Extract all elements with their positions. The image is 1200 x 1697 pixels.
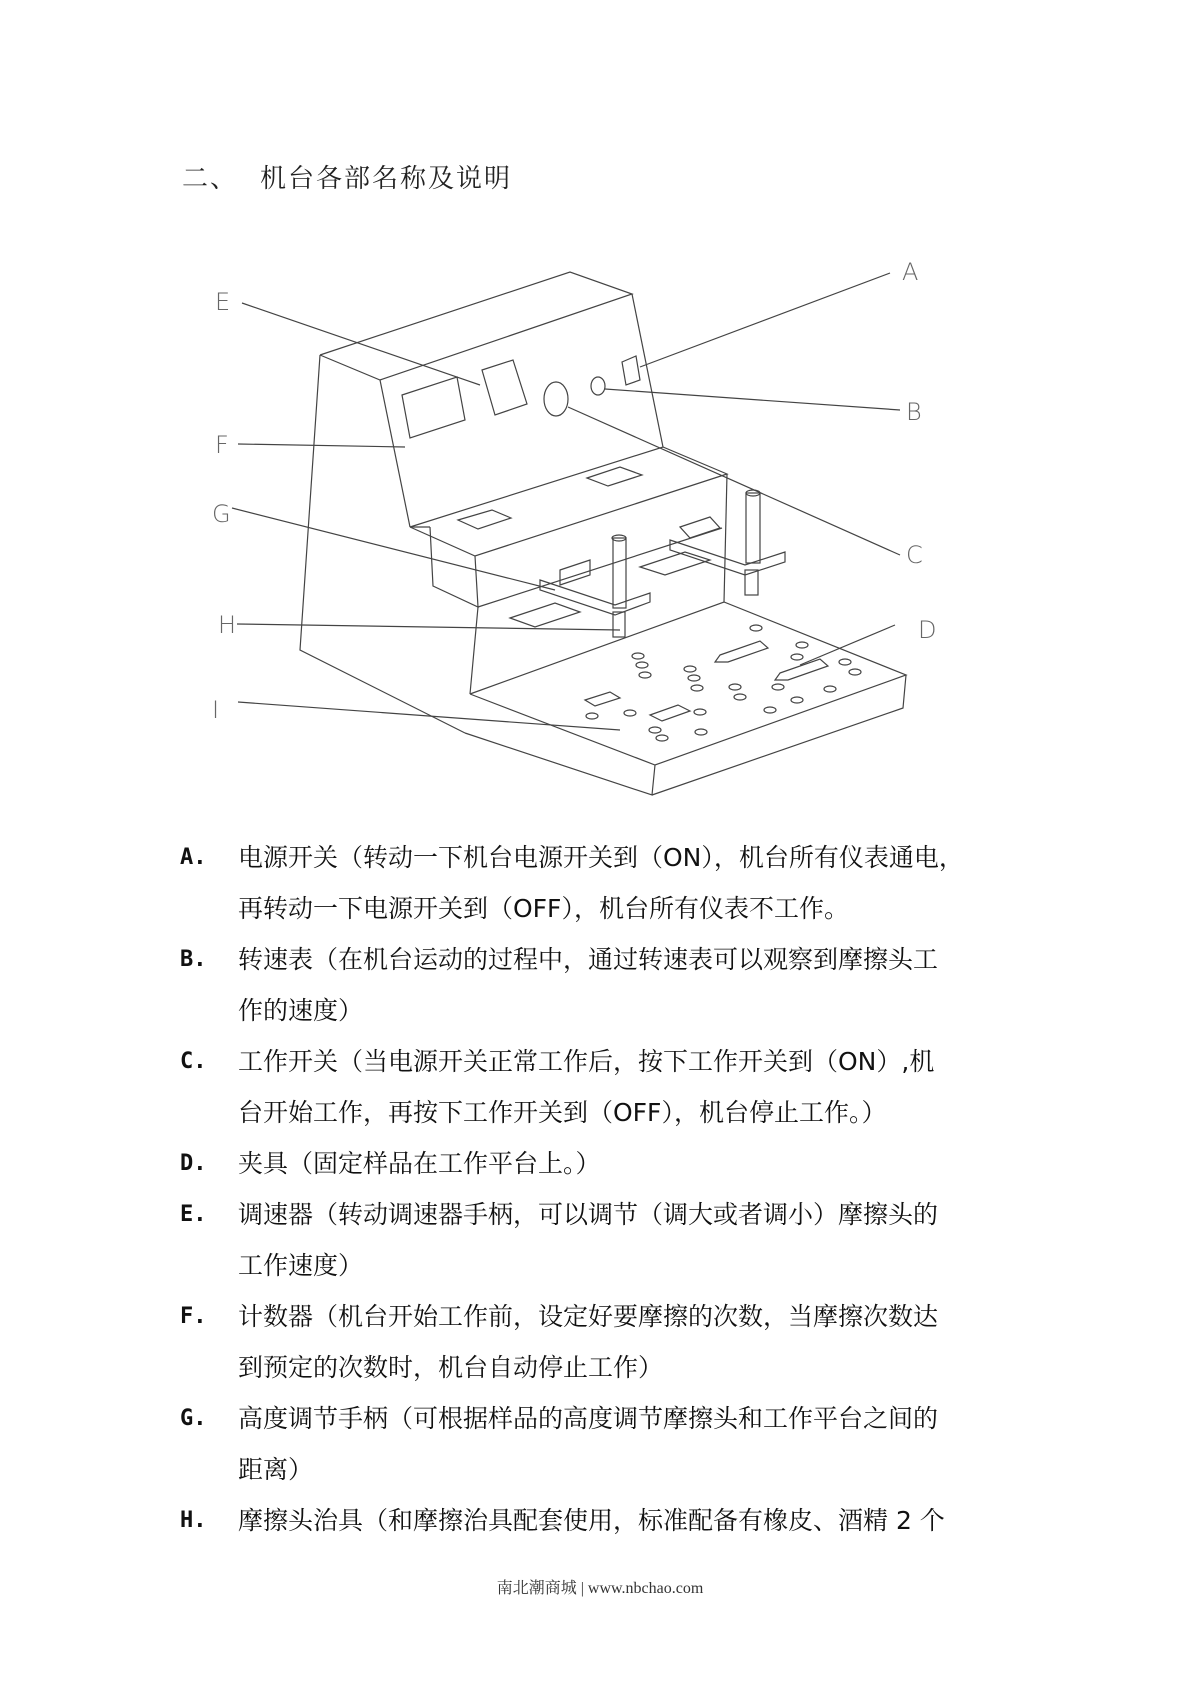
- machine-diagram: [0, 0, 1200, 800]
- item-text: 作的速度）: [238, 996, 364, 1025]
- item-text: 台开始工作，再按下工作开关到（OFF），机台停止工作。）: [238, 1098, 887, 1127]
- callout-G: G: [212, 500, 231, 528]
- item-text: 工作速度）: [238, 1251, 364, 1280]
- callout-C: C: [906, 541, 923, 569]
- callout-I: I: [212, 696, 220, 724]
- item-letter: F.: [180, 1304, 207, 1329]
- callout-B: B: [906, 398, 922, 426]
- list-item-A: [180, 832, 1040, 934]
- list-item-H: [180, 1495, 1040, 1546]
- section-number: 二、: [182, 164, 239, 194]
- item-letter: G.: [180, 1406, 207, 1431]
- item-letter: C.: [180, 1049, 207, 1074]
- list-item-C: [180, 1036, 1040, 1138]
- item-letter: B.: [180, 947, 207, 972]
- list-item-F: [180, 1291, 1040, 1393]
- callout-A: A: [902, 258, 919, 286]
- parts-description-list: [180, 832, 1040, 1546]
- item-text: 电源开关（转动一下机台电源开关到（ON），机台所有仪表通电，: [238, 843, 964, 872]
- list-item-D: [180, 1138, 1040, 1189]
- page-footer: 南北潮商城 | www.nbchao.com: [496, 1580, 704, 1597]
- callout-D: D: [918, 616, 937, 644]
- item-text: 再转动一下电源开关到（OFF），机台所有仪表不工作。: [238, 894, 849, 923]
- callout-F: F: [215, 431, 229, 459]
- list-item-B: [180, 934, 1040, 1036]
- section-title: 机台各部名称及说明: [260, 164, 513, 194]
- item-text: 调速器（转动调速器手柄，可以调节（调大或者调小）摩擦头的: [238, 1200, 939, 1229]
- item-letter: D.: [180, 1151, 207, 1176]
- item-text: 转速表（在机台运动的过程中，通过转速表可以观察到摩擦头工: [238, 945, 939, 974]
- item-text: 夹具（固定样品在工作平台上。）: [238, 1149, 601, 1178]
- item-text: 工作开关（当电源开关正常工作后，按下工作开关到（ON）,机: [238, 1047, 935, 1076]
- callout-H: H: [218, 611, 237, 639]
- item-text: 到预定的次数时，机台自动停止工作）: [238, 1353, 664, 1382]
- item-text: 距离）: [238, 1455, 314, 1484]
- item-text: 高度调节手柄（可根据样品的高度调节摩擦头和工作平台之间的: [238, 1404, 939, 1433]
- item-letter: A.: [180, 845, 207, 870]
- item-letter: E.: [180, 1202, 207, 1227]
- list-item-G: [180, 1393, 1040, 1495]
- callout-E: E: [215, 288, 231, 316]
- machine-line-drawing: [0, 0, 1200, 800]
- list-item-E: [180, 1189, 1040, 1291]
- item-text: 计数器（机台开始工作前，设定好要摩擦的次数，当摩擦次数达: [238, 1302, 939, 1331]
- item-text: 摩擦头治具（和摩擦治具配套使用，标准配备有橡皮、酒精 2 个: [238, 1506, 945, 1535]
- item-letter: H.: [180, 1508, 207, 1533]
